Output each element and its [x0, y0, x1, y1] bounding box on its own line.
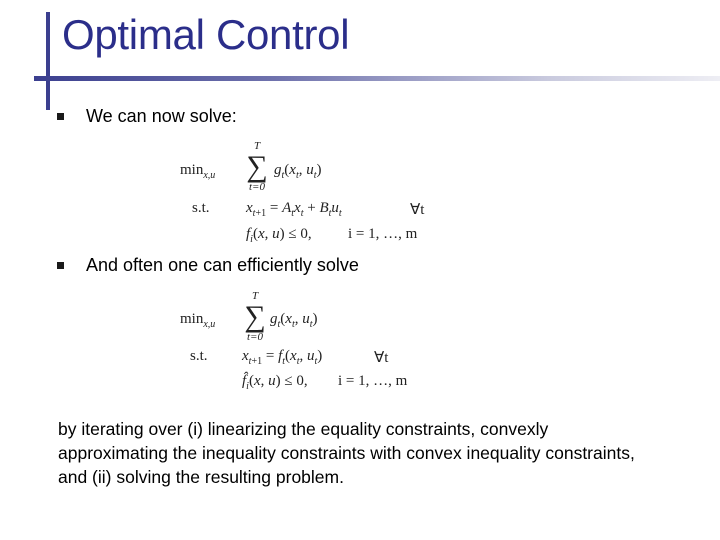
slide-title: Optimal Control [62, 11, 350, 58]
min-operator: $\min_{x,u}$ [180, 311, 216, 330]
bullet-text-2: And often one can efficiently solve [86, 255, 359, 275]
summation: T ∑ t=0 [246, 140, 268, 193]
inequality-constraint: $f̂_i(x$, u) ≤ 0, [242, 373, 308, 392]
subject-to-label: s.t. [190, 348, 208, 364]
index-range: i = 1, …, m [348, 226, 418, 242]
explanation-paragraph: by iterating over (i) linearizing the equality constraints, convexly approximating the inequality constraints with convex inequality constraints, and (ii) solving the resulting problem. [58, 419, 635, 487]
min-operator: $\min_{x,u}$ [180, 162, 216, 181]
bullet-text-1: We can now solve: [86, 106, 237, 126]
summation: T ∑ t=0 [244, 290, 266, 343]
forall-t: ∀t [410, 202, 425, 218]
forall-t: ∀t [374, 350, 389, 366]
dynamics-constraint: $x_{t+1} = f_t(x_t$, $u_t$) [242, 348, 323, 367]
objective: $g_t(x_t$, $u_t$) [270, 311, 318, 330]
objective: $g_t(x_t$, $u_t$) [274, 162, 322, 181]
subject-to-label: s.t. [192, 200, 210, 216]
dynamics-constraint: $x_{t+1} = A_tx_t + B_tu_t$ [246, 200, 342, 219]
inequality-constraint: $f_i(x$, u) ≤ 0, [246, 226, 312, 245]
index-range: i = 1, …, m [338, 373, 408, 389]
